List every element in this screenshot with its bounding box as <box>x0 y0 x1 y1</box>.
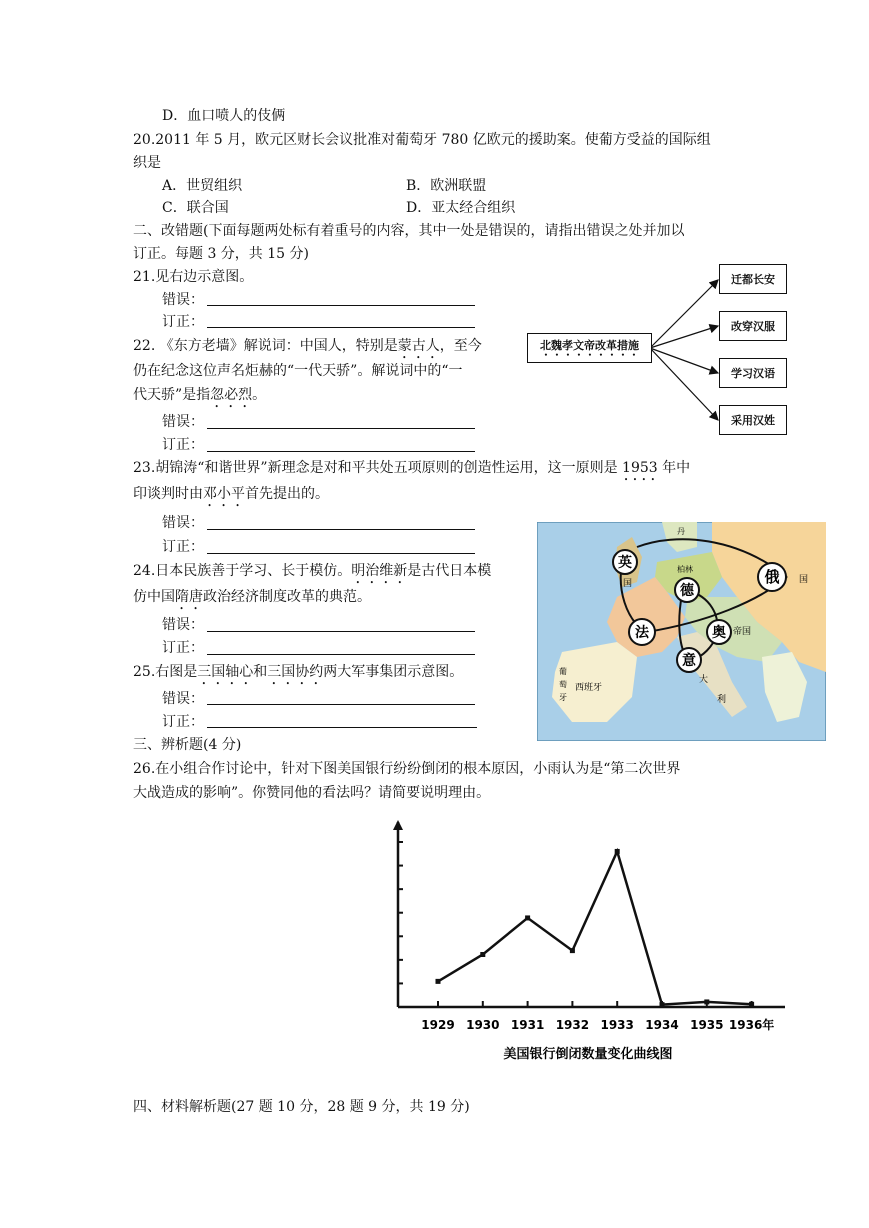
chart-x-label-1933: 1933 <box>600 1018 634 1032</box>
chart-x-label-1932: 1932 <box>555 1018 590 1032</box>
q20-stem-line1: 20.2011 年 5 月，欧元区财长会议批准对葡萄牙 780 亿欧元的援助案。使葡方受益的国际组 <box>133 132 711 148</box>
map-text-berlin: 柏林 <box>677 565 693 574</box>
q24-correction-line[interactable] <box>207 654 475 655</box>
q21-correction-line[interactable] <box>207 327 475 328</box>
section2-heading-line1: 二、改错题(下面每题两处标有着重号的内容，其中一处是错误的，请指出错误之处并加以 <box>133 223 685 239</box>
chart-point-1929 <box>436 979 441 984</box>
q20-option-c: C．联合国 <box>162 200 229 216</box>
chart-series-line <box>438 851 752 1004</box>
q20-option-a: A．世贸组织 <box>162 178 243 194</box>
q22-error-line[interactable] <box>207 428 475 429</box>
q22-line2: 仍在纪念这位声名炬赫的“一代天骄”。解说词中的“一 <box>133 363 463 379</box>
europe-map <box>537 522 826 741</box>
q21-diagram-item-2: 改穿汉服 <box>719 311 787 341</box>
bank-failure-chart <box>380 812 800 1072</box>
q25-correction-line[interactable] <box>207 727 477 728</box>
q19-option-d: D．血口喷人的伎俩 <box>162 108 286 124</box>
chart-point-1930 <box>480 952 485 957</box>
q24-error-line[interactable] <box>207 631 475 632</box>
map-text-li: 利 <box>717 695 727 705</box>
chart-point-1931 <box>525 915 530 920</box>
q23-error-label: 错误： <box>162 515 204 531</box>
q25-line1: 25.右图是三国轴心和三国协约两大军事集团示意图。 <box>133 664 464 680</box>
q23-error-line[interactable] <box>207 529 475 530</box>
q26-line2: 大战造成的影响”。你赞同他的看法吗？请简要说明理由。 <box>133 785 491 801</box>
q21-diagram-item-3: 学习汉语 <box>719 358 787 388</box>
map-text-pu2: 萄 <box>559 680 567 689</box>
q21-error-line[interactable] <box>207 305 475 306</box>
map-label-fr: 法 <box>635 625 649 641</box>
q24-line1: 24.日本民族善于学习、长于模仿。明治维新是古代日本模 <box>133 563 492 579</box>
q23-correction-line[interactable] <box>207 553 475 554</box>
q21-diagram-item-4: 采用汉姓 <box>719 405 787 435</box>
q24-error-label: 错误： <box>162 617 204 633</box>
map-text-pu: 葡 <box>559 667 567 676</box>
chart-point-1932 <box>570 948 575 953</box>
q21-diagram-center: 北魏孝文帝改革措施 <box>527 333 652 363</box>
map-label-ru: 俄 <box>764 568 780 586</box>
q21-error-label: 错误： <box>162 292 204 308</box>
q22-line3: 代天骄”是指忽必烈。 <box>133 387 267 403</box>
q24-correction-label: 订正： <box>162 640 204 656</box>
map-text-spain: 西班牙 <box>575 683 603 693</box>
q20-stem-line2: 织是 <box>133 155 161 171</box>
q26-line1: 26.在小组合作讨论中，针对下图美国银行纷纷倒闭的根本原因，小雨认为是“第二次世界 <box>133 761 681 777</box>
chart-x-label-1931: 1931 <box>510 1018 545 1032</box>
diagram-arrow-1 <box>650 280 718 348</box>
map-text-dan: 丹 <box>677 527 685 536</box>
chart-title: 美国银行倒闭数量变化曲线图 <box>503 1047 673 1062</box>
q21-correction-label: 订正： <box>162 314 204 330</box>
chart-x-label-1934: 1934 <box>645 1018 679 1032</box>
map-label-uk: 英 <box>618 555 632 571</box>
q23-line2: 印谈判时由邓小平首先提出的。 <box>133 486 329 502</box>
diagram-arrow-4 <box>650 348 718 420</box>
chart-x-label-1929: 1929 <box>421 1018 455 1032</box>
map-text-guo-ru: 国 <box>799 575 809 585</box>
chart-y-arrow <box>393 820 403 830</box>
q21-stem: 21.见右边示意图。 <box>133 269 254 285</box>
q25-error-label: 错误： <box>162 691 204 707</box>
q22-correction-line[interactable] <box>207 451 475 452</box>
section3-heading: 三、辨析题(4 分) <box>133 737 242 753</box>
map-text-guo-uk: 国 <box>623 579 633 589</box>
q23-line1: 23.胡锦涛“和谐世界”新理念是对和平共处五项原则的创造性运用，这一原则是 1953 年中 <box>133 460 691 476</box>
q24-line2: 仿中国隋唐政治经济制度改革的典范。 <box>133 589 371 605</box>
q22-line1: 22. 《东方老墙》解说词：中国人，特别是蒙古人，至今 <box>133 338 482 354</box>
chart-x-label-1930: 1930 <box>466 1018 500 1032</box>
chart-x-label-1936: 1936年 <box>728 1018 775 1032</box>
q25-error-line[interactable] <box>207 704 475 705</box>
q22-correction-label: 订正： <box>162 437 204 453</box>
map-label-de: 德 <box>680 583 694 599</box>
q20-option-d: D．亚太经合组织 <box>406 200 516 216</box>
map-label-it: 意 <box>682 653 696 669</box>
q22-error-label: 错误： <box>162 414 204 430</box>
chart-point-1933 <box>615 849 620 854</box>
q23-correction-label: 订正： <box>162 539 204 555</box>
q21-diagram-item-1: 迁都长安 <box>719 264 787 294</box>
chart-x-label-1935: 1935 <box>690 1018 724 1032</box>
map-text-da: 大 <box>699 675 709 685</box>
map-text-empire: 帝国 <box>733 627 752 637</box>
map-text-pu3: 牙 <box>559 693 567 702</box>
section4-heading: 四、材料解析题(27 题 10 分，28 题 9 分，共 19 分) <box>133 1099 470 1115</box>
map-label-au: 奥 <box>712 625 726 641</box>
q25-correction-label: 订正： <box>162 714 204 730</box>
q20-option-b: B．欧洲联盟 <box>406 178 487 194</box>
section2-heading-line2: 订正。每题 3 分，共 15 分) <box>133 246 309 262</box>
diagram-arrow-3 <box>650 348 718 373</box>
